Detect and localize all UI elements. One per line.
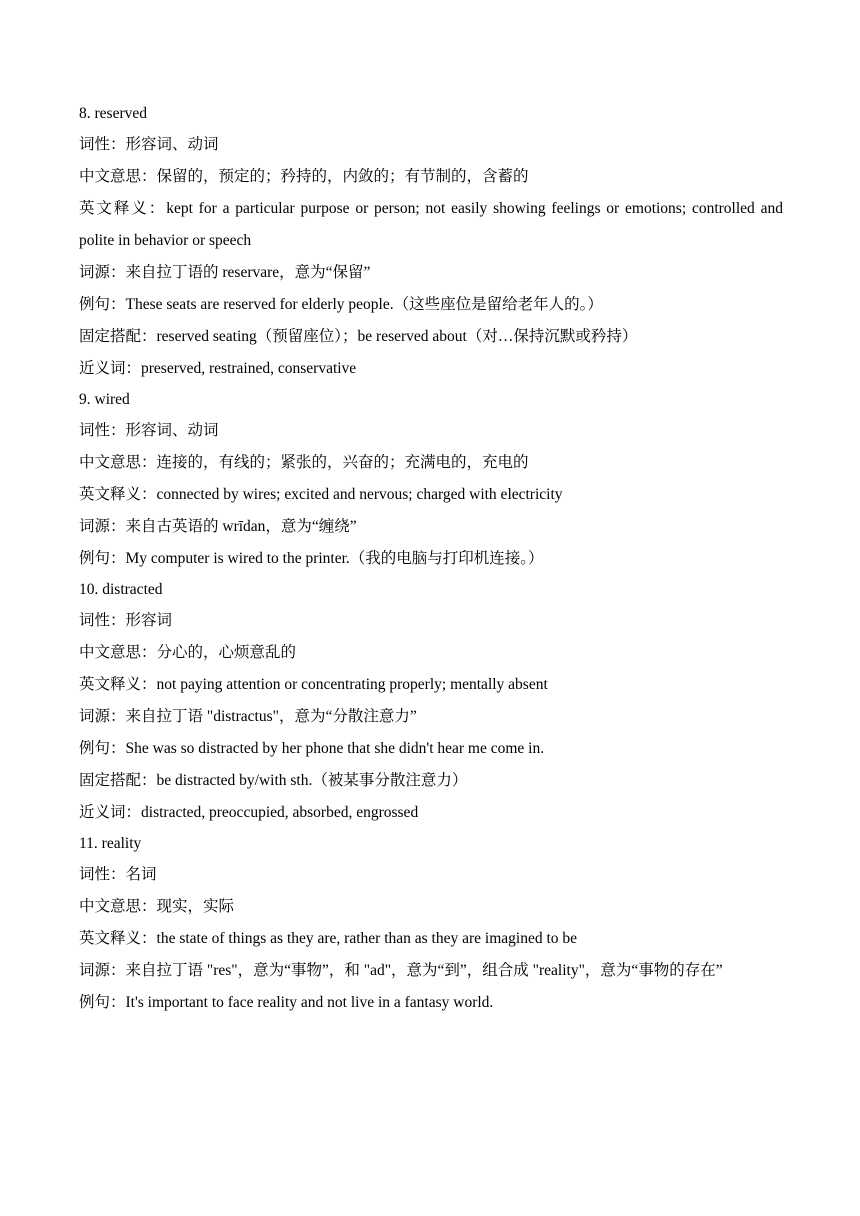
field-label: 中文意思： xyxy=(79,168,157,185)
field-value: 来自拉丁语 "distractus"，意为“分散注意力” xyxy=(125,708,417,725)
field-value: distracted, preoccupied, absorbed, engrossed xyxy=(141,804,419,821)
field-value: It's important to face reality and not live in a fantasy world. xyxy=(125,994,494,1011)
part-of-speech xyxy=(79,129,783,161)
field-label: 例句： xyxy=(79,550,126,567)
field-label: 近义词： xyxy=(79,804,142,821)
field-value: 形容词、动词 xyxy=(125,136,219,153)
vocab-entry-distracted xyxy=(79,575,783,829)
vocab-entry-reserved xyxy=(79,99,783,385)
field-label: 词性： xyxy=(79,136,126,153)
example-sentence xyxy=(79,543,783,575)
entry-heading: 10. distracted xyxy=(79,581,163,598)
field-label: 英文释义： xyxy=(79,676,157,693)
field-label: 词性： xyxy=(79,612,126,629)
example-sentence xyxy=(79,987,783,1019)
field-label: 词性： xyxy=(79,866,126,883)
field-label: 词源： xyxy=(79,962,126,979)
field-value: not paying attention or concentrating properly; mentally absent xyxy=(156,676,548,693)
field-label: 词性： xyxy=(79,422,126,439)
field-value: These seats are reserved for elderly people.（这些座位是留给老年人的。） xyxy=(125,296,603,313)
field-label: 例句： xyxy=(79,740,126,757)
collocation xyxy=(79,765,783,797)
field-value: kept for a particular purpose or person; not easily showing feelings or emotions; controlled and polite in behavior or speech xyxy=(79,200,783,249)
field-label: 词源： xyxy=(79,518,126,535)
field-label: 词源： xyxy=(79,264,126,281)
field-value: 保留的，预定的；矜持的，内敛的；有节制的，含蓄的 xyxy=(156,168,529,185)
english-definition xyxy=(79,479,783,511)
field-label: 英文释义： xyxy=(79,200,167,217)
english-definition xyxy=(79,193,783,257)
field-value: connected by wires; excited and nervous; charged with electricity xyxy=(156,486,563,503)
etymology xyxy=(79,257,783,289)
field-label: 例句： xyxy=(79,994,126,1011)
part-of-speech xyxy=(79,859,783,891)
etymology xyxy=(79,511,783,543)
part-of-speech xyxy=(79,605,783,637)
chinese-meaning xyxy=(79,637,783,669)
field-label: 例句： xyxy=(79,296,126,313)
chinese-meaning xyxy=(79,161,783,193)
english-definition xyxy=(79,669,783,701)
field-value: She was so distracted by her phone that she didn't hear me come in. xyxy=(125,740,545,757)
synonyms xyxy=(79,797,783,829)
field-label: 固定搭配： xyxy=(79,328,157,345)
field-value: 现实，实际 xyxy=(156,898,235,915)
collocation xyxy=(79,321,783,353)
field-value: 来自拉丁语的 reservare，意为“保留” xyxy=(125,264,371,281)
field-value: 连接的，有线的；紧张的，兴奋的；充满电的，充电的 xyxy=(156,454,529,471)
etymology xyxy=(79,955,783,987)
example-sentence xyxy=(79,733,783,765)
field-value: the state of things as they are, rather than as they are imagined to be xyxy=(156,930,578,947)
field-value: 来自古英语的 wrīdan，意为“缠绕” xyxy=(125,518,357,535)
field-label: 中文意思： xyxy=(79,898,157,915)
field-label: 英文释义： xyxy=(79,930,157,947)
field-label: 中文意思： xyxy=(79,454,157,471)
field-value: My computer is wired to the printer.（我的电脑与打印机连接。） xyxy=(125,550,544,567)
example-sentence xyxy=(79,289,783,321)
synonyms xyxy=(79,353,783,385)
chinese-meaning xyxy=(79,891,783,923)
entry-heading: 11. reality xyxy=(79,835,142,852)
field-label: 英文释义： xyxy=(79,486,157,503)
field-value: 分心的，心烦意乱的 xyxy=(156,644,297,661)
field-label: 中文意思： xyxy=(79,644,157,661)
field-value: 形容词、动词 xyxy=(125,422,219,439)
vocab-entry-wired xyxy=(79,385,783,575)
field-value: 形容词 xyxy=(125,612,173,629)
field-value: reserved seating（预留座位）；be reserved about（对…保持沉默或矜持） xyxy=(156,328,638,345)
field-value: preserved, restrained, conservative xyxy=(141,360,357,377)
field-value: be distracted by/with sth.（被某事分散注意力） xyxy=(156,772,468,789)
field-label: 词源： xyxy=(79,708,126,725)
part-of-speech xyxy=(79,415,783,447)
english-definition xyxy=(79,923,783,955)
entry-heading: 9. wired xyxy=(79,391,130,408)
field-value: 名词 xyxy=(125,866,157,883)
vocab-entry-reality xyxy=(79,829,783,1019)
chinese-meaning xyxy=(79,447,783,479)
field-value: 来自拉丁语 "res"，意为“事物”，和 "ad"，意为“到”，组合成 "reality"，意为“事物的存在” xyxy=(125,962,723,979)
etymology xyxy=(79,701,783,733)
field-label: 近义词： xyxy=(79,360,142,377)
entry-heading: 8. reserved xyxy=(79,105,147,122)
vocabulary-document xyxy=(79,99,783,1019)
field-label: 固定搭配： xyxy=(79,772,157,789)
